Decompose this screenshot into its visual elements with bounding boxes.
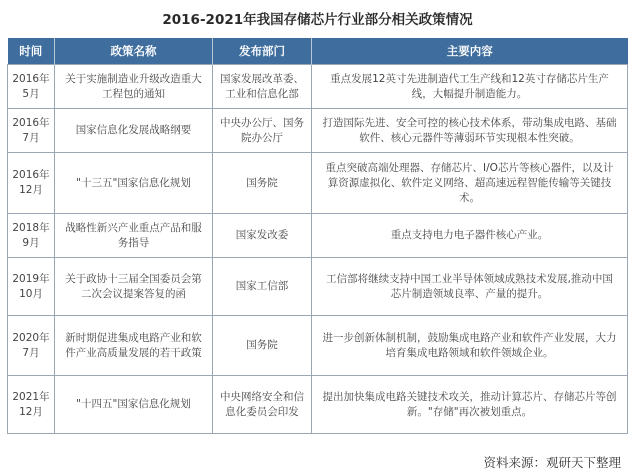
table-header-row — [8, 38, 628, 65]
table-row — [8, 258, 628, 316]
table-row — [8, 109, 628, 153]
header-time: 时间 — [8, 38, 55, 65]
data-source-note: 资料来源：观研天下整理 — [483, 455, 621, 470]
cell-content: 进一步创新体制机制，鼓励集成电路产业和软件产业发展，大力培育集成电路领域和软件领域企业。 — [312, 316, 628, 376]
cell-policy-name: 关于实施制造业升级改造重大工程包的通知 — [55, 65, 213, 109]
cell-department: 国务院 — [213, 153, 312, 214]
table-row — [8, 316, 628, 376]
cell-content: 重点发展12英寸先进制造代工生产线和12英寸存储芯片生产线，大幅提升制造能力。 — [312, 65, 628, 109]
cell-time: 2016年5月 — [8, 65, 55, 109]
cell-content: 打造国际先进、安全可控的核心技术体系，带动集成电路、基础软件、核心元器件等薄弱环节实现根本性突破。 — [312, 109, 628, 153]
table-row — [8, 376, 628, 434]
cell-policy-name: "十三五"国家信息化规划 — [55, 153, 213, 214]
table-row — [8, 153, 628, 214]
cell-policy-name: 国家信息化发展战略纲要 — [55, 109, 213, 153]
cell-department: 国家发改委 — [213, 214, 312, 258]
table-row — [8, 214, 628, 258]
cell-time: 2019年10月 — [8, 258, 55, 316]
cell-policy-name: 新时期促进集成电路产业和软件产业高质量发展的若干政策 — [55, 316, 213, 376]
cell-time: 2016年7月 — [8, 109, 55, 153]
cell-content: 重点支持电力电子器件核心产业。 — [312, 214, 628, 258]
cell-time: 2020年7月 — [8, 316, 55, 376]
cell-department: 中央办公厅、国务院办公厅 — [213, 109, 312, 153]
header-policy-name: 政策名称 — [55, 38, 213, 65]
cell-content: 重点突破高端处理器、存储芯片、I/O芯片等核心器件，以及计算资源虚拟化、软件定义网络、超高速远程智能传输等关键技术。 — [312, 153, 628, 214]
cell-policy-name: 战略性新兴产业重点产品和服务指导 — [55, 214, 213, 258]
cell-department: 中央网络安全和信息化委员会印发 — [213, 376, 312, 434]
policy-table — [7, 38, 628, 434]
cell-content: 工信部将继续支持中国工业半导体领域成熟技术发展,推动中国芯片制造领域良率、产量的提升。 — [312, 258, 628, 316]
cell-time: 2018年9月 — [8, 214, 55, 258]
table-row — [8, 65, 628, 109]
header-department: 发布部门 — [213, 38, 312, 65]
table-title: 2016-2021年我国存储芯片行业部分相关政策情况 — [162, 12, 473, 28]
cell-content: 提出加快集成电路关键技术攻关，推动计算芯片、存储芯片等创新。"存储"再次被划重点。 — [312, 376, 628, 434]
header-content: 主要内容 — [312, 38, 628, 65]
cell-policy-name: 关于政协十三届全国委员会第二次会议提案答复的函 — [55, 258, 213, 316]
cell-policy-name: "十四五"国家信息化规划 — [55, 376, 213, 434]
cell-department: 国家发展改革委、工业和信息化部 — [213, 65, 312, 109]
cell-time: 2021年12月 — [8, 376, 55, 434]
cell-department: 国家工信部 — [213, 258, 312, 316]
cell-time: 2016年12月 — [8, 153, 55, 214]
cell-department: 国务院 — [213, 316, 312, 376]
